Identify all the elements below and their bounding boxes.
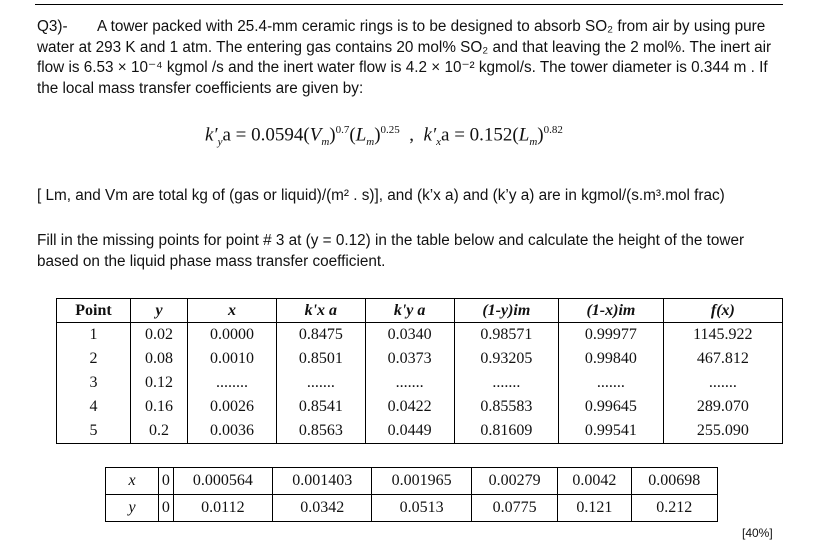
blank-cell: ....... — [454, 371, 559, 395]
eq-vm-symbol: V — [309, 124, 322, 146]
table-cell: 0.2 — [130, 419, 187, 444]
table-row-missing — [57, 371, 783, 395]
x-value: 0.001965 — [372, 468, 471, 495]
table-cell: 1145.922 — [663, 323, 782, 348]
eq-vm-subscript: m — [321, 136, 330, 149]
table-cell: 0.8475 — [276, 323, 365, 348]
x-value: 0 — [159, 468, 174, 495]
blank-cell: ....... — [663, 371, 782, 395]
table-cell: 0.02 — [130, 323, 187, 348]
eq-ky-coef: a = 0.0594( — [222, 124, 310, 146]
table-row — [57, 347, 783, 371]
blank-cell: ....... — [276, 371, 365, 395]
table-cell: 0.81609 — [454, 419, 559, 444]
table-cell: 289.070 — [663, 395, 782, 419]
table-cell: 0.12 — [130, 371, 187, 395]
table-cell: 0.99541 — [559, 419, 664, 444]
table-cell: 2 — [57, 347, 131, 371]
x-value: 0.000564 — [173, 468, 272, 495]
eq-exp-1: 0.7 — [335, 124, 350, 136]
y-value: 0.212 — [631, 495, 717, 522]
eq-paren-open-2: ( — [349, 124, 356, 146]
instruction-text: Fill in the missing points for point # 3 at (y = 0.12) in the table below and calculate the height of the tower based on the liquid phase mass transfer coefficient. — [37, 232, 745, 270]
table-cell: 0.8541 — [276, 395, 365, 419]
units-note: [ Lm, and Vm are total kg of (gas or liquid)/(m² . s)], and (k’x a) and (k’y a) are in kgmol/(s.m³.mol frac) — [37, 187, 725, 204]
table-cell: 0.0000 — [188, 323, 277, 348]
table-cell: 0.8563 — [276, 419, 365, 444]
header-1-x-im: (1-x)im — [559, 299, 664, 323]
table-cell: 0.99645 — [559, 395, 664, 419]
y-value: 0.0775 — [471, 495, 557, 522]
equilibrium-y-row — [106, 495, 718, 522]
data-table — [56, 298, 783, 444]
table-cell: 0.0026 — [188, 395, 277, 419]
table-cell: 0.99977 — [559, 323, 664, 348]
eq-ky-symbol: k′ — [205, 124, 218, 146]
eq-paren-close-1: ) — [329, 124, 336, 146]
y-label: y — [106, 495, 159, 522]
eq-separator: , — [399, 124, 424, 146]
table-cell: 0.0036 — [188, 419, 277, 444]
table-cell: 0.85583 — [454, 395, 559, 419]
header-point: Point — [57, 299, 131, 323]
table-row — [57, 323, 783, 348]
y-value: 0.0112 — [173, 495, 272, 522]
table-cell: 255.090 — [663, 419, 782, 444]
marks-label: [40%] — [742, 526, 773, 540]
eq-lm-subscript-1: m — [366, 136, 375, 149]
eq-kx-coef: a = 0.152( — [441, 124, 519, 146]
table-cell: 0.08 — [130, 347, 187, 371]
table-header-row — [57, 299, 783, 323]
x-value: 0.00279 — [471, 468, 557, 495]
eq-paren-close-2: ) — [374, 124, 381, 146]
eq-exp-3: 0.82 — [543, 124, 563, 136]
eq-kx-symbol: k′ — [423, 124, 437, 146]
blank-cell: ........ — [188, 371, 277, 395]
y-value: 0.0513 — [372, 495, 471, 522]
question-number: Q3)- — [37, 18, 68, 35]
equilibrium-table — [105, 467, 718, 522]
table-cell: 0.0010 — [188, 347, 277, 371]
y-value: 0.121 — [558, 495, 631, 522]
question-text: A tower packed with 25.4-mm ceramic rings is to be designed to absorb SO₂ from air by using pure water at 293 K and 1 atm. The entering gas contains 20 mol% SO₂ and that leaving the 2 mol%. The inert air flow is 6.53 × 10⁻⁴ kgmol /s and the inert water flow is 4.2 × 10⁻² kgmol/s. The tower diameter is 0.344 m . If the local mass transfer coefficients are given by: — [37, 18, 772, 97]
header-kxa: k'x a — [276, 299, 365, 323]
table-cell: 467.812 — [663, 347, 782, 371]
table-cell: 0.99840 — [559, 347, 664, 371]
table-cell: 0.0422 — [365, 395, 454, 419]
table-row — [57, 395, 783, 419]
table-cell: 0.0449 — [365, 419, 454, 444]
x-value: 0.00698 — [631, 468, 717, 495]
x-label: x — [106, 468, 159, 495]
blank-cell: ....... — [559, 371, 664, 395]
eq-lm-symbol-1: L — [355, 124, 367, 146]
table-row — [57, 419, 783, 444]
y-value: 0 — [159, 495, 174, 522]
header-kya: k'y a — [365, 299, 454, 323]
top-rule — [35, 4, 783, 5]
table-cell: 0.0340 — [365, 323, 454, 348]
header-fx: f(x) — [663, 299, 782, 323]
x-value: 0.0042 — [558, 468, 631, 495]
x-value: 0.001403 — [273, 468, 372, 495]
eq-lm-symbol-2: L — [518, 124, 530, 146]
table-cell: 0.8501 — [276, 347, 365, 371]
table-cell: 1 — [57, 323, 131, 348]
table-cell: 0.98571 — [454, 323, 559, 348]
y-value: 0.0342 — [273, 495, 372, 522]
header-1-y-im: (1-y)im — [454, 299, 559, 323]
eq-kx-subscript: x — [436, 136, 442, 149]
blank-cell: ....... — [365, 371, 454, 395]
header-x: x — [188, 299, 277, 323]
eq-lm-subscript-2: m — [529, 136, 538, 149]
table-cell: 0.93205 — [454, 347, 559, 371]
table-cell: 4 — [57, 395, 131, 419]
eq-ky-subscript: y — [217, 136, 223, 149]
table-cell: 0.16 — [130, 395, 187, 419]
table-cell: 3 — [57, 371, 131, 395]
table-cell: 5 — [57, 419, 131, 444]
mass-transfer-equation — [205, 124, 563, 148]
eq-exp-2: 0.25 — [380, 124, 400, 136]
table-cell: 0.0373 — [365, 347, 454, 371]
header-y: y — [130, 299, 187, 323]
question-paragraph — [37, 17, 787, 99]
equilibrium-x-row — [106, 468, 718, 495]
eq-paren-close-3: ) — [537, 124, 544, 146]
